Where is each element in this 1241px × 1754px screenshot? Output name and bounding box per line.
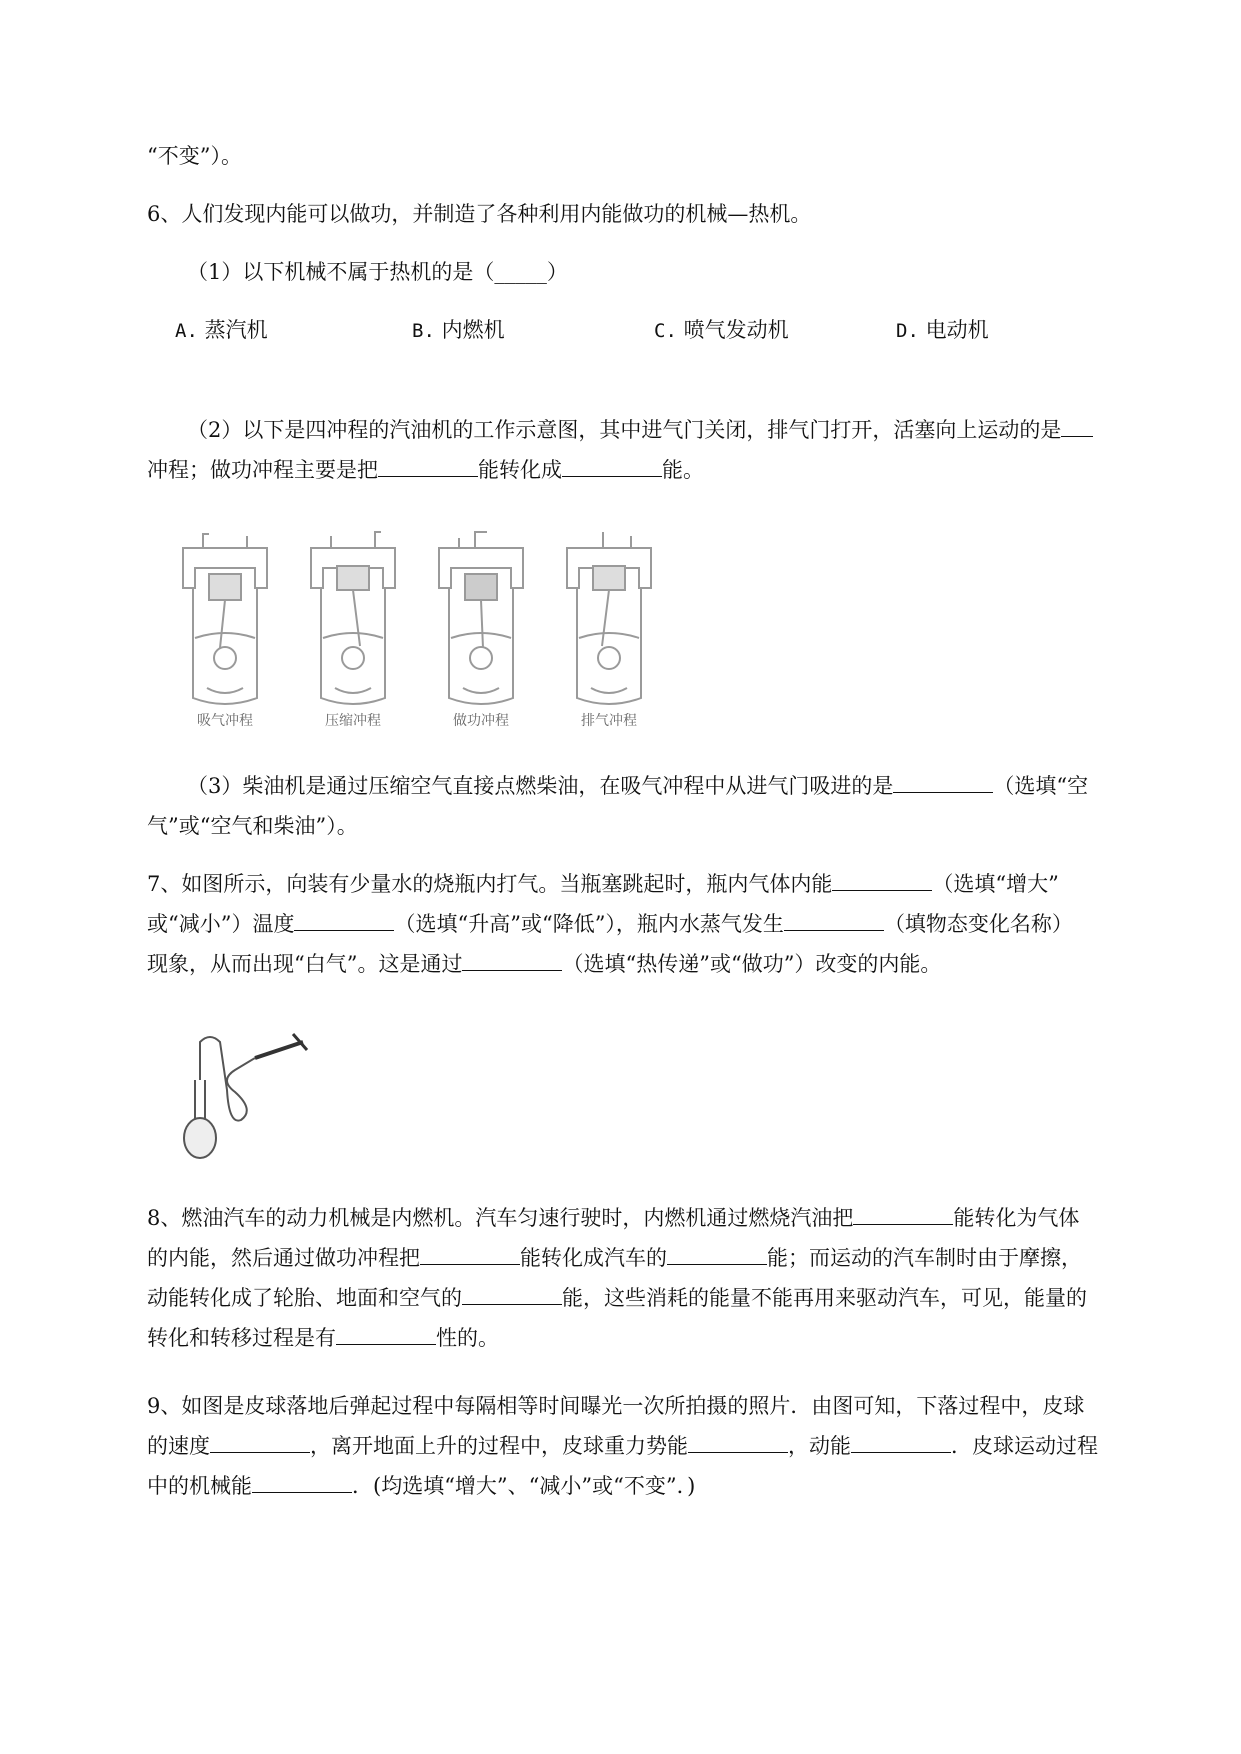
q9-text: 的速度	[147, 1434, 210, 1458]
q9-line2	[147, 1430, 1147, 1462]
q6-part2-line1	[187, 414, 1187, 446]
answer-blank[interactable]	[294, 908, 394, 931]
engine-icon	[431, 528, 531, 708]
q9-text: ，动能	[788, 1434, 851, 1458]
figure-caption: 做功冲程	[453, 713, 509, 729]
engine-icon	[559, 528, 659, 708]
q7-text: （选填“增大”	[932, 872, 1059, 896]
q6-part2-text: 能。	[662, 458, 704, 482]
option-text: 蒸汽机	[204, 318, 268, 342]
q7-line3	[147, 948, 1147, 980]
answer-blank[interactable]	[378, 454, 478, 477]
option-key: A.	[175, 320, 198, 342]
q7-text: （填物态变化名称）	[883, 912, 1073, 936]
engine-icon	[303, 528, 403, 708]
q7-line2	[147, 908, 1147, 940]
option-key: C.	[654, 320, 677, 342]
q7-text: （选填“热传递”或“做功”）改变的内能。	[562, 952, 942, 976]
answer-blank[interactable]	[784, 908, 884, 931]
q6-stem: 6、人们发现内能可以做功，并制造了各种利用内能做功的机械—热机。	[147, 202, 812, 226]
q7-text: 现象，从而出现“白气”。这是通过	[147, 952, 463, 976]
engine-diagram-power	[431, 528, 531, 738]
answer-blank[interactable]	[462, 1282, 562, 1305]
figure-caption: 压缩冲程	[325, 713, 381, 729]
answer-blank[interactable]	[210, 1430, 310, 1453]
flask-icon	[175, 1030, 335, 1165]
option-key: B.	[412, 320, 435, 342]
answer-blank[interactable]	[832, 868, 932, 891]
q7-text: 7、如图所示，向装有少量水的烧瓶内打气。当瓶塞跳起时，瓶内气体内能	[147, 872, 833, 896]
q9-text: ．(均选填“增大”、“减小”或“不变”．)	[352, 1474, 696, 1498]
answer-blank[interactable]	[1061, 414, 1093, 437]
q8-line3	[147, 1282, 1147, 1314]
q8-text: 动能转化成了轮胎、地面和空气的	[147, 1286, 462, 1310]
answer-blank[interactable]	[562, 454, 662, 477]
flask-pump-figure	[175, 1030, 335, 1165]
answer-blank[interactable]	[853, 1202, 953, 1225]
q8-line2	[147, 1242, 1147, 1274]
answer-blank[interactable]	[252, 1470, 352, 1493]
figure-caption: 吸气冲程	[197, 713, 253, 729]
engine-diagram-exhaust	[559, 528, 659, 738]
q8-line4	[147, 1322, 1147, 1354]
q6-option-b	[412, 314, 505, 347]
q8-text: 能；而运动的汽车制时由于摩擦，	[767, 1246, 1082, 1270]
option-text: 喷气发动机	[683, 318, 789, 342]
q6-part1: （1）以下机械不属于热机的是（_____）	[187, 260, 568, 284]
q9-line3	[147, 1470, 1147, 1502]
q8-line1	[147, 1202, 1147, 1234]
q9-line1: 9、如图是皮球落地后弹起过程中每隔相等时间曝光一次所拍摄的照片．由图可知，下落过程中，皮球	[147, 1394, 1085, 1418]
figure-caption: 排气冲程	[581, 713, 637, 729]
q6-option-c	[654, 314, 789, 347]
engine-diagram-intake	[175, 528, 275, 738]
q6-part2-text: 冲程；做功冲程主要是把	[147, 458, 378, 482]
answer-blank[interactable]	[667, 1242, 767, 1265]
q6-part2-line2	[147, 454, 1147, 486]
q6-part2-text: 能转化成	[478, 458, 562, 482]
answer-blank[interactable]	[893, 770, 993, 793]
q8-text: 的内能，然后通过做功冲程把	[147, 1246, 420, 1270]
q9-text: ，离开地面上升的过程中，皮球重力势能	[310, 1434, 688, 1458]
q6-part2-text: （2）以下是四冲程的汽油机的工作示意图，其中进气门关闭，排气门打开，活塞向上运动的是	[187, 418, 1062, 442]
q9-text: ．皮球运动过程	[951, 1434, 1098, 1458]
q7-text: （选填“升高”或“降低”），瓶内水蒸气发生	[394, 912, 784, 936]
answer-blank[interactable]	[420, 1242, 520, 1265]
q7-line1	[147, 868, 1147, 900]
q6-option-d	[896, 314, 989, 347]
q8-text: 能，这些消耗的能量不能再用来驱动汽车，可见，能量的	[562, 1286, 1087, 1310]
four-stroke-engine-figure	[175, 528, 675, 738]
q9-text: 中的机械能	[147, 1474, 252, 1498]
option-text: 电动机	[925, 318, 989, 342]
engine-icon	[175, 528, 275, 708]
q8-text: 转化和转移过程是有	[147, 1326, 336, 1350]
option-text: 内燃机	[441, 318, 505, 342]
engine-diagram-compression	[303, 528, 403, 738]
answer-blank[interactable]	[336, 1322, 436, 1345]
q8-text: 能转化成汽车的	[520, 1246, 667, 1270]
previous-question-tail: “不变”）。	[147, 144, 242, 168]
answer-blank[interactable]	[688, 1430, 788, 1453]
q6-part3-text: （3）柴油机是通过压缩空气直接点燃柴油，在吸气冲程中从进气门吸进的是	[187, 774, 894, 798]
answer-blank[interactable]	[462, 948, 562, 971]
q6-part3-line1	[187, 770, 1187, 802]
q6-part3-text: （选填“空	[993, 774, 1089, 798]
q8-text: 能转化为气体	[953, 1206, 1080, 1230]
q8-text: 性的。	[436, 1326, 499, 1350]
option-key: D.	[896, 320, 919, 342]
q6-part3-line2: 气”或“空气和柴油”）。	[147, 814, 358, 838]
answer-blank[interactable]	[851, 1430, 951, 1453]
q6-option-a	[175, 314, 268, 347]
q7-text: 或“减小”）温度	[147, 912, 295, 936]
q8-text: 8、燃油汽车的动力机械是内燃机。汽车匀速行驶时，内燃机通过燃烧汽油把	[147, 1206, 854, 1230]
